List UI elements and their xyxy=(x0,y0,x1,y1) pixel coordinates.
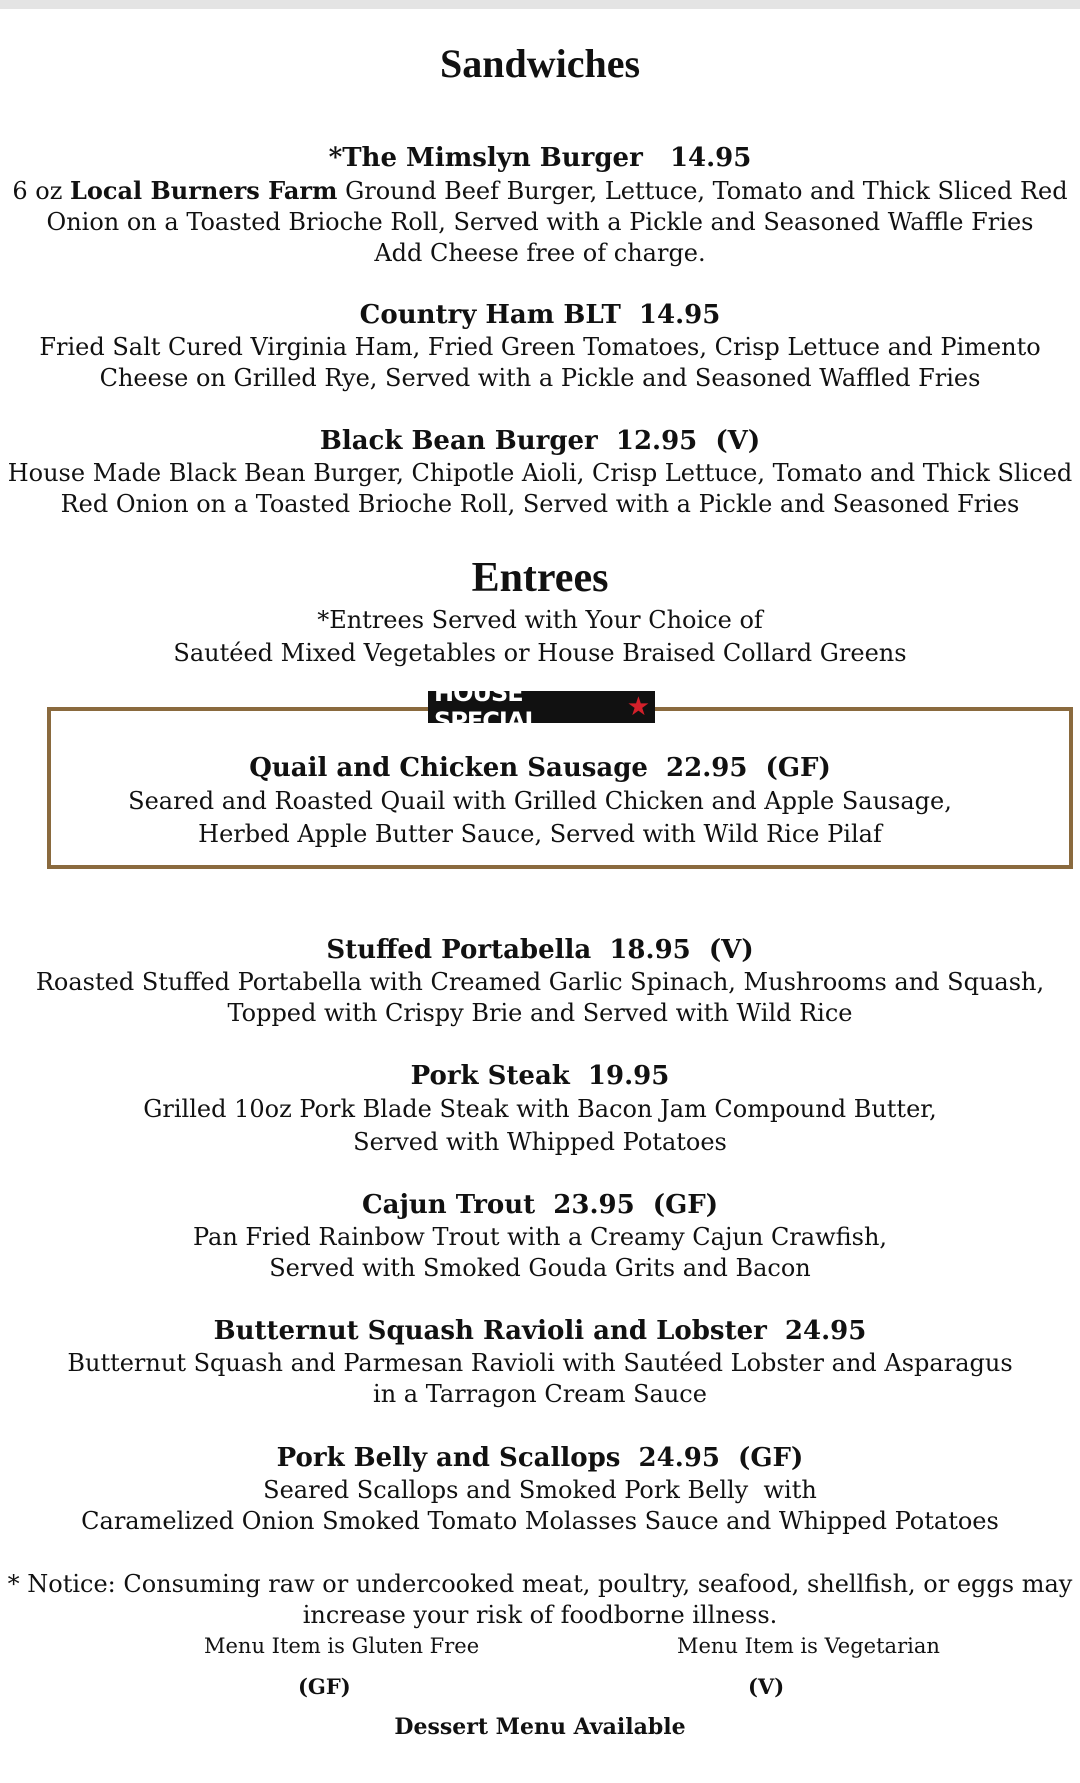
note-line: *Entrees Served with Your Choice of xyxy=(317,606,763,634)
desc-line: Cheese on Grilled Rye, Served with a Pickle and Seasoned Waffled Fries xyxy=(99,364,981,392)
desc-line: Served with Whipped Potatoes xyxy=(353,1128,727,1156)
desc-line: Topped with Crispy Brie and Served with Wild Rice xyxy=(227,999,853,1027)
vegetarian-legend-label: Menu Item is Vegetarian xyxy=(677,1634,940,1658)
desc-line: House Made Black Bean Burger, Chipotle Aioli, Crisp Lettuce, Tomato and Thick Sliced xyxy=(7,459,1073,487)
menu-item-mimslyn-burger xyxy=(0,141,1080,269)
house-special-badge xyxy=(428,679,655,735)
item-title: Cajun Trout 23.95 (GF) xyxy=(361,1190,719,1220)
farm-name: Local Burners Farm xyxy=(70,176,338,205)
item-title: Black Bean Burger 12.95 (V) xyxy=(319,426,761,456)
desc-line: Seared and Roasted Quail with Grilled Chicken and Apple Sausage, xyxy=(128,787,952,815)
note-line: Sautéed Mixed Vegetables or House Braised Collard Greens xyxy=(173,639,907,667)
item-title: Pork Steak 19.95 xyxy=(410,1061,670,1091)
item-title: Stuffed Portabella 18.95 (V) xyxy=(326,935,754,965)
menu-item-cajun-trout xyxy=(0,1188,1080,1284)
desc-line: Butternut Squash and Parmesan Ravioli with Sautéed Lobster and Asparagus xyxy=(67,1349,1013,1377)
menu-item-black-bean-burger xyxy=(0,424,1080,520)
desc-line: Served with Smoked Gouda Grits and Bacon xyxy=(269,1254,811,1282)
badge-label-wrap xyxy=(428,679,655,735)
menu-item-pork-steak xyxy=(0,1059,1080,1159)
item-description xyxy=(0,1348,1080,1410)
desc-line: Add Cheese free of charge. xyxy=(374,239,706,267)
desc-rest: Ground Beef Burger, Lettuce, Tomato and Thick Sliced Red xyxy=(337,177,1068,205)
desc-line: Seared Scallops and Smoked Pork Belly with xyxy=(263,1476,817,1504)
notice-line: increase your risk of foodborne illness. xyxy=(302,1601,778,1629)
food-safety-notice xyxy=(0,1569,1080,1631)
menu-item-stuffed-portabella xyxy=(0,933,1080,1029)
top-strip xyxy=(0,0,1080,9)
item-description xyxy=(0,332,1080,394)
item-title: Pork Belly and Scallops 24.95 (GF) xyxy=(276,1443,804,1473)
item-description xyxy=(0,967,1080,1029)
desc-line: Red Onion on a Toasted Brioche Roll, Served with a Pickle and Seasoned Fries xyxy=(60,490,1020,518)
item-description xyxy=(0,785,1080,851)
item-title: *The Mimslyn Burger 14.95 xyxy=(328,143,752,173)
item-title: Quail and Chicken Sausage 22.95 (GF) xyxy=(249,753,831,783)
gluten-free-legend-code: (GF) xyxy=(298,1674,351,1699)
sandwiches-heading: Sandwiches xyxy=(439,41,641,86)
item-description xyxy=(0,175,1080,269)
desc-line: Onion on a Toasted Brioche Roll, Served with a Pickle and Seasoned Waffle Fries xyxy=(46,208,1034,236)
desc-line: Roasted Stuffed Portabella with Creamed Garlic Spinach, Mushrooms and Squash, xyxy=(35,968,1045,996)
item-description xyxy=(0,458,1080,520)
desc-line: in a Tarragon Cream Sauce xyxy=(373,1380,707,1408)
desc-prefix: 6 oz xyxy=(12,177,70,205)
menu-item-country-ham-blt xyxy=(0,298,1080,394)
item-title: Butternut Squash Ravioli and Lobster 24.95 xyxy=(213,1316,867,1346)
entrees-side-note xyxy=(0,604,1080,670)
menu-item-quail-chicken-sausage xyxy=(0,751,1080,851)
gluten-free-legend-label: Menu Item is Gluten Free xyxy=(204,1634,480,1658)
badge-label: HOUSE SPECIAL xyxy=(434,679,539,735)
desc-line: Pan Fried Rainbow Trout with a Creamy Cajun Crawfish, xyxy=(192,1223,888,1251)
dessert-menu-note: Dessert Menu Available xyxy=(394,1714,686,1740)
desc-line: Caramelized Onion Smoked Tomato Molasses Sauce and Whipped Potatoes xyxy=(81,1507,999,1535)
desc-line: Herbed Apple Butter Sauce, Served with Wild Rice Pilaf xyxy=(198,820,882,848)
menu-item-butternut-squash-ravioli xyxy=(0,1314,1080,1410)
item-description xyxy=(0,1093,1080,1159)
entrees-heading: Entrees xyxy=(471,555,609,601)
item-title: Country Ham BLT 14.95 xyxy=(359,300,721,330)
desc-line: Fried Salt Cured Virginia Ham, Fried Green Tomatoes, Crisp Lettuce and Pimento xyxy=(39,333,1041,361)
notice-line: * Notice: Consuming raw or undercooked meat, poultry, seafood, shellfish, or eggs may xyxy=(7,1570,1073,1598)
menu-item-pork-belly-scallops xyxy=(0,1441,1080,1537)
item-description xyxy=(0,1475,1080,1537)
item-description xyxy=(0,1222,1080,1284)
star-icon: ★ xyxy=(626,692,649,722)
desc-line: Grilled 10oz Pork Blade Steak with Bacon Jam Compound Butter, xyxy=(143,1095,937,1123)
vegetarian-legend-code: (V) xyxy=(748,1674,785,1699)
